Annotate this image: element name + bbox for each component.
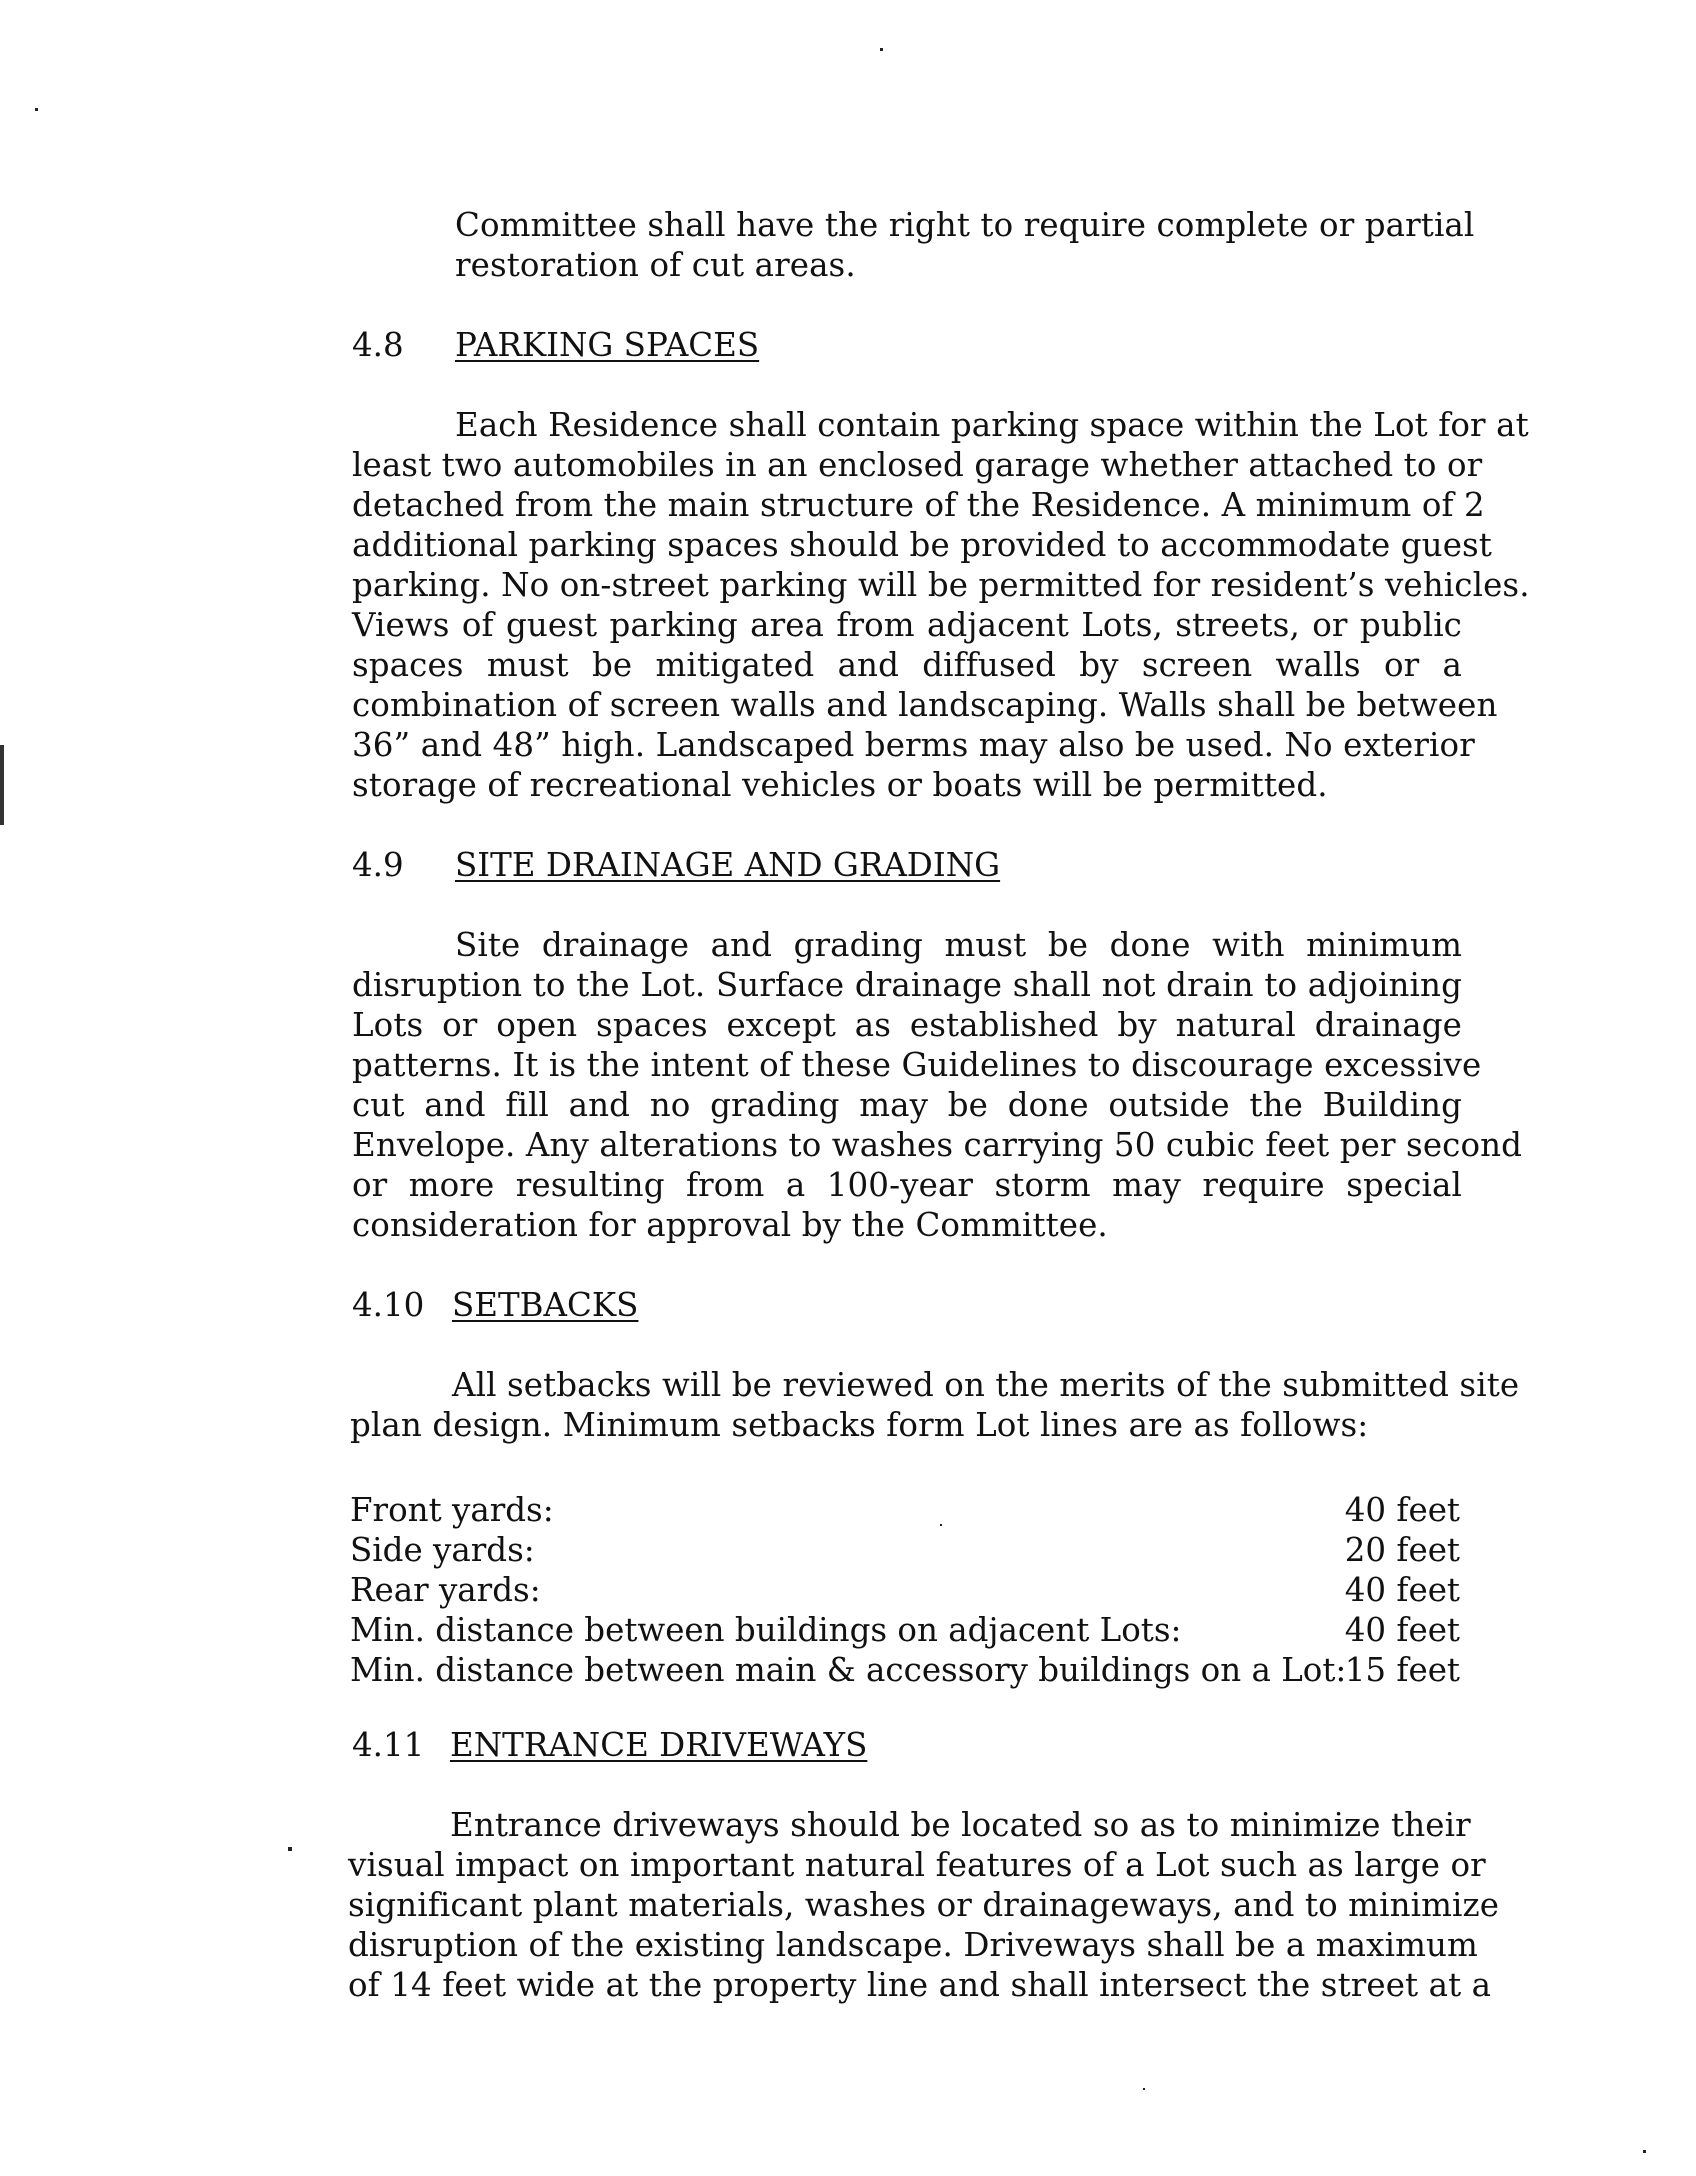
paragraph-line: storage of recreational vehicles or boats will be permitted.: [352, 766, 1328, 804]
section-title-site-drainage: SITE DRAINAGE AND GRADING: [455, 846, 1001, 884]
scan-speck: [35, 108, 38, 111]
paragraph-line: consideration for approval by the Committee.: [352, 1206, 1108, 1244]
paragraph-line: additional parking spaces should be provided to accommodate guest: [352, 526, 1492, 564]
scan-speck: [940, 1524, 942, 1526]
paragraph-line: disruption of the existing landscape. Driveways shall be a maximum: [348, 1926, 1478, 1964]
paragraph-line: Each Residence shall contain parking space within the Lot for at: [455, 406, 1529, 444]
setback-label: Rear yards:: [350, 1571, 541, 1609]
section-number-4-10: 4.10: [352, 1286, 425, 1324]
setback-value: 40 feet: [1344, 1611, 1460, 1649]
paragraph-line: combination of screen walls and landscaping. Walls shall be between: [352, 686, 1498, 724]
section-title-parking-spaces: PARKING SPACES: [455, 326, 760, 364]
setback-value: 20 feet: [1344, 1531, 1460, 1569]
intro-line-1: Committee shall have the right to require complete or partial: [455, 206, 1475, 244]
setback-label: Side yards:: [350, 1531, 535, 1569]
paragraph-line: Envelope. Any alterations to washes carrying 50 cubic feet per second: [352, 1126, 1523, 1164]
paragraph-line: Entrance driveways should be located so as to minimize their: [450, 1806, 1471, 1844]
setback-label: Min. distance between buildings on adjacent Lots:: [350, 1611, 1182, 1649]
paragraph-line: All setbacks will be reviewed on the merits of the submitted site: [452, 1366, 1520, 1404]
scan-speck: [288, 1847, 292, 1851]
paragraph-line: Site drainage and grading must be done with minimum: [455, 926, 1462, 964]
setback-value: 40 feet: [1344, 1491, 1460, 1529]
section-number-4-11: 4.11: [352, 1726, 425, 1764]
paragraph-line: significant plant materials, washes or drainageways, and to minimize: [348, 1886, 1500, 1924]
setback-value: 15 feet: [1344, 1651, 1460, 1689]
intro-line-2: restoration of cut areas.: [455, 246, 856, 284]
section-number-4-8: 4.8: [352, 326, 404, 364]
setback-label: Min. distance between main & accessory buildings on a Lot:: [350, 1651, 1347, 1689]
setback-value: 40 feet: [1344, 1571, 1460, 1609]
scan-speck: [880, 48, 883, 51]
setback-label: Front yards:: [350, 1491, 554, 1529]
paragraph-line: patterns. It is the intent of these Guidelines to discourage excessive: [352, 1046, 1482, 1084]
paragraph-line: Lots or open spaces except as established by natural drainage: [352, 1006, 1462, 1044]
section-number-4-9: 4.9: [352, 846, 404, 884]
paragraph-line: parking. No on-street parking will be permitted for resident’s vehicles.: [352, 566, 1530, 604]
paragraph-line: disruption to the Lot. Surface drainage shall not drain to adjoining: [352, 966, 1462, 1004]
paragraph-line: spaces must be mitigated and diffused by screen walls or a: [352, 646, 1462, 684]
paragraph-line: Views of guest parking area from adjacent Lots, streets, or public: [352, 606, 1462, 644]
paragraph-line: detached from the main structure of the Residence. A minimum of 2: [352, 486, 1485, 524]
paragraph-line: or more resulting from a 100-year storm may require special: [352, 1166, 1462, 1204]
scan-speck: [1143, 2088, 1145, 2090]
paragraph-line: plan design. Minimum setbacks form Lot lines are as follows:: [350, 1406, 1369, 1444]
paragraph-line: 36” and 48” high. Landscaped berms may also be used. No exterior: [352, 726, 1475, 764]
scan-edge-mark: [0, 745, 4, 825]
paragraph-line: least two automobiles in an enclosed garage whether attached to or: [352, 446, 1483, 484]
paragraph-line: visual impact on important natural features of a Lot such as large or: [348, 1846, 1486, 1884]
scan-speck: [1643, 2150, 1646, 2153]
paragraph-line: cut and fill and no grading may be done outside the Building: [352, 1086, 1462, 1124]
section-title-entrance-driveways: ENTRANCE DRIVEWAYS: [450, 1726, 868, 1764]
section-title-setbacks: SETBACKS: [452, 1286, 639, 1324]
paragraph-line: of 14 feet wide at the property line and shall intersect the street at a: [348, 1966, 1492, 2004]
